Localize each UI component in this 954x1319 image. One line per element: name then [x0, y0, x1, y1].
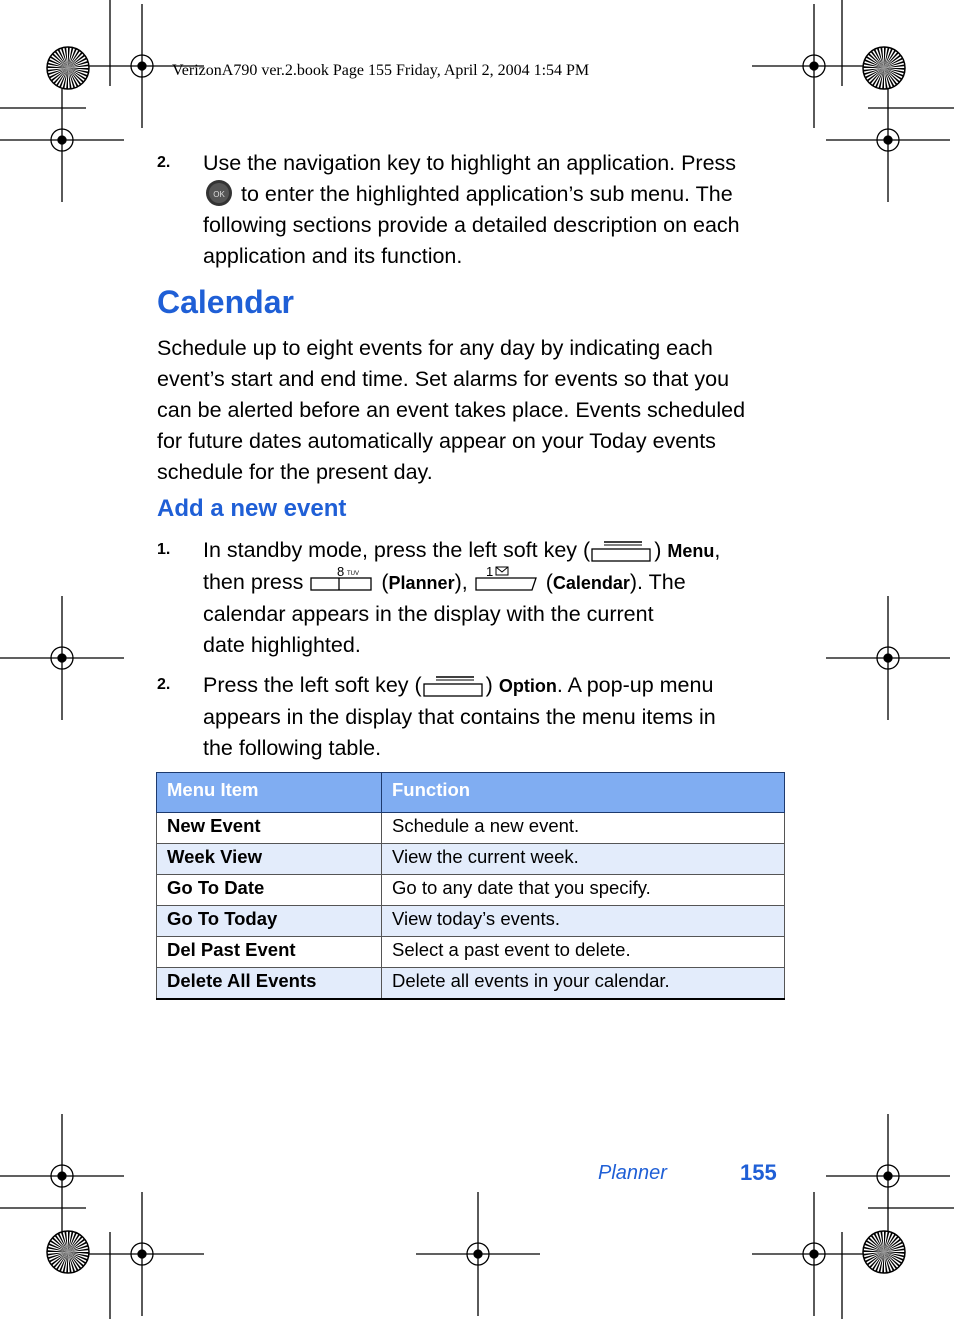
key-8-icon	[309, 565, 375, 593]
column-header: Function	[382, 773, 785, 813]
footer-section-label: Planner	[598, 1162, 667, 1184]
text-span: (	[381, 570, 389, 594]
add-event-heading: Add a new event	[157, 495, 347, 522]
text-span: ),	[454, 570, 468, 594]
option-label: Option	[498, 676, 557, 696]
registration-target	[47, 47, 89, 89]
text-line: Schedule up to eight events for any day by indicating each	[157, 336, 713, 360]
text-span: )	[654, 538, 662, 562]
table-row	[157, 968, 785, 999]
key-8-letters: TUV	[347, 571, 360, 578]
registration-crosshair	[752, 4, 876, 128]
text-line	[203, 179, 803, 210]
add-event-step2-text	[203, 670, 803, 764]
registration-crosshair	[0, 78, 124, 202]
calendar-heading: Calendar	[157, 284, 294, 320]
calendar-label: Calendar	[552, 573, 630, 593]
text-line: application and its function.	[203, 244, 463, 268]
text-line: Use the navigation key to highlight an application. Press	[203, 151, 737, 175]
calendar-description	[157, 333, 797, 488]
text-line: event’s start and end time. Set alarms for events so that you	[157, 367, 730, 391]
left-soft-key-icon	[590, 538, 654, 564]
function-cell: Delete all events in your calendar.	[382, 968, 785, 999]
ok-key-label: OK	[213, 190, 225, 200]
registration-target	[47, 1231, 89, 1273]
text-line	[203, 670, 803, 702]
text-line: for future dates automatically appear on your Today events	[157, 429, 716, 453]
registration-crosshair	[826, 78, 950, 202]
print-header: VerizonA790 ver.2.book Page 155 Friday, April 2, 2004 1:54 PM	[172, 62, 590, 79]
text-span: ). The	[629, 570, 686, 594]
text-line: date highlighted.	[203, 633, 361, 657]
table-row	[157, 875, 785, 906]
registration-crosshair	[0, 1114, 124, 1238]
text-span: Press the left soft key (	[203, 673, 422, 697]
text-line: schedule for the present day.	[157, 460, 433, 484]
text-span: to enter the highlighted application’s sub menu. The	[241, 182, 733, 206]
menu-item-cell: Week View	[157, 844, 382, 875]
registration-target	[863, 47, 905, 89]
menu-item-cell: Go To Today	[157, 906, 382, 937]
text-line: can be alerted before an event takes place. Events scheduled	[157, 398, 746, 422]
table-row	[157, 813, 785, 844]
text-span: . A pop-up menu	[556, 673, 714, 697]
table-row	[157, 937, 785, 968]
key-1-number: 1	[485, 565, 493, 580]
page-number: 155	[740, 1160, 777, 1185]
column-header: Menu Item	[157, 773, 382, 813]
text-line	[203, 535, 803, 567]
text-line: the following table.	[203, 736, 382, 760]
add-event-step1-text	[203, 535, 803, 661]
registration-crosshair	[826, 1114, 950, 1238]
key-8-number: 8	[337, 565, 345, 580]
menu-item-cell: Go To Date	[157, 875, 382, 906]
function-cell: View the current week.	[382, 844, 785, 875]
menu-item-cell: New Event	[157, 813, 382, 844]
table-header-row	[157, 773, 785, 813]
text-line: following sections provide a detailed description on each	[203, 213, 740, 237]
text-span: In standby mode, press the left soft key (	[203, 538, 591, 562]
function-cell: Schedule a new event.	[382, 813, 785, 844]
menu-item-cell: Delete All Events	[157, 968, 382, 999]
text-span: (	[545, 570, 553, 594]
function-cell: Select a past event to delete.	[382, 937, 785, 968]
text-line: calendar appears in the display with the current	[203, 602, 654, 626]
step-number: 2.	[157, 676, 171, 693]
menu-items-table	[156, 772, 785, 1000]
text-line	[203, 567, 803, 599]
function-cell: View today’s events.	[382, 906, 785, 937]
registration-crosshair	[416, 1192, 540, 1316]
table-row	[157, 906, 785, 937]
text-span: ,	[714, 538, 721, 562]
table-row	[157, 844, 785, 875]
step-number: 2.	[157, 154, 171, 171]
registration-crosshair	[752, 1192, 876, 1316]
step-number: 1.	[157, 541, 171, 558]
text-span: then press	[203, 570, 304, 594]
registration-crosshair	[80, 1192, 204, 1316]
key-1-icon	[474, 565, 540, 593]
menu-label: Menu	[667, 541, 715, 561]
menu-item-cell: Del Past Event	[157, 937, 382, 968]
registration-crosshair	[826, 596, 950, 720]
function-cell: Go to any date that you specify.	[382, 875, 785, 906]
left-soft-key-icon	[422, 673, 486, 699]
text-span: )	[485, 673, 493, 697]
intro-step-text	[203, 148, 803, 272]
ok-key-icon	[203, 179, 235, 207]
registration-target	[863, 1231, 905, 1273]
planner-label: Planner	[388, 573, 455, 593]
registration-crosshair	[0, 596, 124, 720]
text-line: appears in the display that contains the menu items in	[203, 705, 716, 729]
